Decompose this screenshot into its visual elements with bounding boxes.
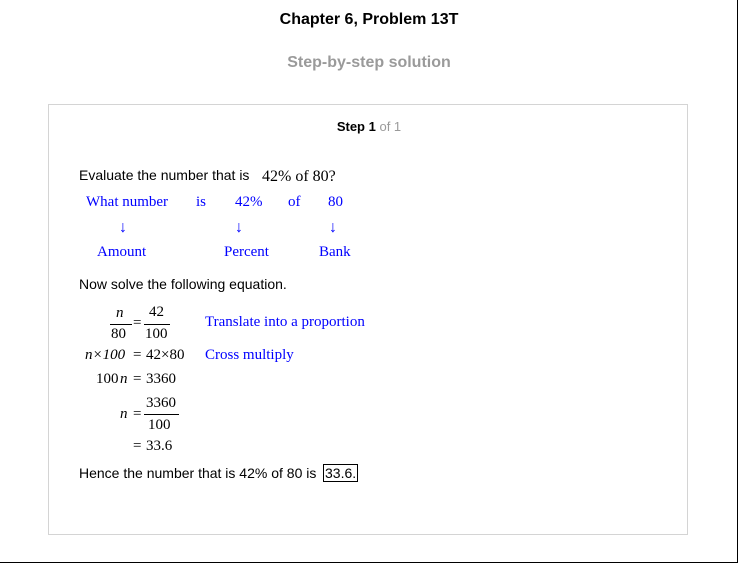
- word-what-number: What number: [86, 194, 169, 210]
- eq5-rhs: 33.6: [146, 438, 173, 454]
- eq2-note: Cross multiply: [205, 347, 294, 363]
- eq4-numerator: 3360: [146, 395, 176, 411]
- word-percent-value: 42%: [235, 194, 263, 210]
- problem-prompt: Evaluate the number that is: [79, 167, 250, 183]
- answer-box: 33.6.: [325, 465, 357, 481]
- step-count: of 1: [379, 119, 402, 134]
- eq1-lhs-numerator: n: [116, 305, 124, 321]
- eq4-fraction-bar: [144, 414, 179, 415]
- eq1-note: Translate into a proportion: [205, 314, 365, 330]
- step-header: [49, 119, 689, 134]
- problem-expression: 42% of 80?: [262, 168, 336, 185]
- eq2-equals: =: [133, 347, 142, 363]
- eq3-rhs: 3360: [146, 371, 176, 387]
- eq3-lhs-coefficient: 100: [96, 371, 119, 387]
- arrow-down-icon: ↓: [329, 219, 337, 236]
- step-label: Step 1: [336, 119, 376, 134]
- arrow-down-icon: ↓: [119, 219, 127, 236]
- eq1-lhs-denominator: 80: [111, 326, 126, 342]
- eq3-lhs-variable: n: [120, 371, 128, 387]
- conclusion-text: Hence the number that is 42% of 80 is: [79, 465, 317, 481]
- word-is: is: [196, 194, 207, 210]
- eq1-rhs-fraction-bar: [144, 324, 170, 325]
- eq4-lhs: n: [120, 406, 128, 422]
- solution-subtitle: Step-by-step solution: [287, 54, 451, 71]
- eq4-denominator: 100: [148, 417, 171, 433]
- eq2-rhs: 42×80: [146, 347, 185, 363]
- eq2-lhs: n×100: [85, 347, 126, 363]
- eq1-rhs-numerator: 42: [149, 304, 164, 320]
- word-base-value: 80: [328, 194, 343, 210]
- role-base: Bank: [319, 244, 351, 260]
- eq1-equals: =: [133, 315, 142, 331]
- role-percent: Percent: [224, 244, 269, 260]
- instruction-text: Now solve the following equation.: [79, 276, 287, 292]
- word-of: of: [288, 194, 301, 210]
- eq5-equals: =: [133, 438, 142, 454]
- eq3-equals: =: [133, 371, 142, 387]
- arrow-down-icon: ↓: [235, 219, 243, 236]
- solution-card: [48, 104, 688, 535]
- eq1-lhs-fraction-bar: [110, 324, 132, 325]
- chapter-title: Chapter 6, Problem 13T: [279, 11, 459, 28]
- eq1-rhs-denominator: 100: [145, 326, 168, 342]
- eq4-equals: =: [133, 406, 142, 422]
- role-amount: Amount: [97, 244, 147, 260]
